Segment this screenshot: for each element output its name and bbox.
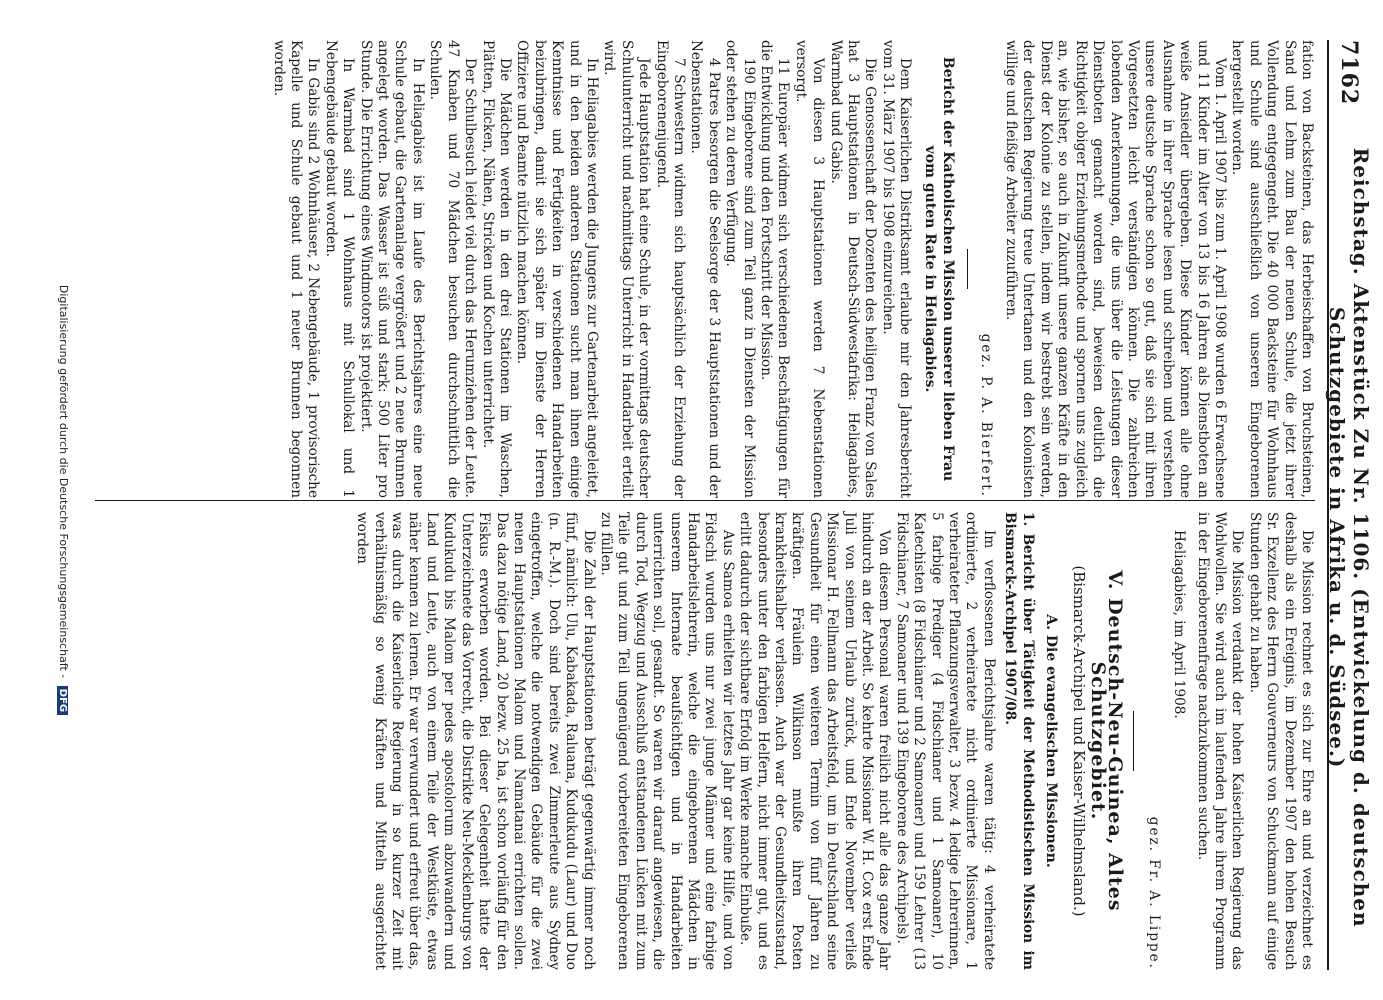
running-title: Reichstag. Aktenstück Zu Nr. 1106. (Entwickelung d. deutschen Schutzgebiete in Afrika u. d. Südsee.) <box>1325 147 1373 928</box>
paragraph: 4 Patres besorgen die Seelsorge der 3 Hauptstationen und der Nebenstationen. <box>688 40 722 498</box>
page-number: 7162 <box>1336 40 1362 106</box>
paragraph: In Gabis sind 2 Wohnhäuser, 2 Nebengebäude, 1 provisorische Kapelle und Schule gebaut und 1 neuer Brunnen begonnen worden. <box>270 40 322 498</box>
paragraph: Von diesen 3 Hauptstationen werden 7 Nebenstationen versorgt. <box>792 40 827 498</box>
paragraph: Dem Kaiserlichen Distriktsamt erlaube mir den Jahresbericht vom 31. März 1907 bis 1908 einzureichen. <box>879 40 914 498</box>
signature: gez. Fr. A. Lippe. <box>1145 816 1162 970</box>
section-subheading: (Bismarck-Archipel und Kaiser-Wilhelmsland.) <box>1069 565 1088 917</box>
paragraph: 11 Europäer widmen sich verschiedenen Beschäftigungen für die Entwicklung und den Fortschritt der Mission. <box>758 40 792 498</box>
paragraph: Die Genossenschaft der Dozenten des heiligen Franz von Sales hat 3 Hauptstationen in Deutsch-Südwestafrika: Heliagabies, Warmbad und Gabis. <box>827 40 879 498</box>
paragraph: In Warmbad sind 1 Wohnhaus mit Schullokal und 1 Nebengebäude gebaut worden. <box>322 40 357 498</box>
dfg-logo: DFG <box>57 686 68 715</box>
paragraph: Von diesem Personal waren freilich nicht alle das ganze Jahr hindurch an der Arbeit. So kehrte Missionar W. H. Cox erst Ende Juli von seinem Urlaub zurück, und Ende November verließ Missionar H. Fellmann das Arbeitsfeld, um in Deutschland seine Gesundheit für einen weiteren Termin von fünf Jahren zu kräftigen. Fräulein Wilkinson mußte ihren Posten krankheitshalber verlassen. Auch war der Gesundheitszustand, besonders unter den farbigen Helfern, nicht immer gut, und es erlitt dadurch der sichtbare Erfolg im Werke manche Einbuße. <box>737 512 893 970</box>
column-divider <box>95 500 1315 501</box>
separator-rule <box>967 249 968 289</box>
section-heading: V. Deutsch-Neu-Guinea, Altes Schutzgebiet. <box>1086 570 1127 912</box>
subsection-number: 1. <box>1019 512 1036 527</box>
paragraph: Der Schulbesuch leidet viel durch das Herumziehen der Leute. 47 Knaben und 70 Mädchen besuchen durchschnittlich die Schulen. <box>427 40 479 498</box>
subsection-heading <box>1001 512 1036 970</box>
paragraph: fation von Backsteinen, das Herbeischaffen von Bruchsteinen, Sand und Lehm zum Bau der neuen Schule, die jetzt ihrer Vollendung entgegengeht. Die 40 000 Backsteine für Wohnhaus und Schule sind ausschließlich von unseren Eingeborenen hergestellt worden. <box>1229 40 1315 498</box>
paragraph: Aus Samoa erhielten wir letztes Jahr gar keine Hilfe, und von Fidschi wurden uns nur zwei junge Männer und eine farbige Handarbeitslehrerin, welche die eingeborenen Mädchen in unserem Internate beaufsichtigen und in Handarbeiten unterrichten soll, gesandt. So waren wir darauf angewiesen, die durch Tod, Wegzug und Ausschluß entstandenen Lücken mit zum Teile gut und zum Teil ungenügend vorbereiteten Eingeborenen zu füllen. <box>597 512 736 970</box>
section-heading: Bericht der Katholischen Mission unserer lieben Frau vom guten Rate in Heliagabies. <box>922 56 957 482</box>
document-page <box>57 0 1383 1000</box>
signature: gez. P. A. Bierfert. <box>977 333 994 498</box>
paragraph: 7 Schwestern widmen sich hauptsächlich der Erziehung der Eingeborenenjugend. <box>653 40 687 498</box>
left-column <box>269 40 1315 498</box>
date-line: Heliagabies, im April 1908. <box>1171 530 1188 719</box>
paragraph: In Heliagabies ist im Laufe des Berichtsjahres eine neue Schule gebaut, die Gartenanlage vergrößert und 2 neue Brunnen angelegt worden. Das Wasser ist süß und stark: 500 Liter pro Stunde. Die Errichtung eines Windmotors ist projektiert. <box>357 40 426 498</box>
paragraph: Im verflossenen Berichtsjahre waren tätig: 4 verheiratete ordinierte, 2 verheiratete nicht ordinierte Missionare, 1 verheirateter Pflanzungsverwalter, 3 bezw. 4 ledige Lehrerinnen, 5 farbige Prediger (4 Fidschianer und 1 Samoaner), 10 Katechisten (8 Fidschianer und 2 Samoaner) und 159 Lehrer (13 Fidschianer, 7 Samoaner und 139 Eingeborene des Archipels). <box>893 512 997 970</box>
paragraph: 190 Eingeborene sind zum Teil ganz in Diensten der Mission oder stehen zu deren Verfügung. <box>723 40 757 498</box>
paragraph: Die Mission rechnet es sich zur Ehre an und verzeichnet es deshalb als ein Ereignis, im Dezember 1907 den hohen Besuch Sr. Exzellenz des Herrn Gouverneurs von Schuckmann auf einige Stunden gehabt zu haben. <box>1246 512 1315 970</box>
right-column <box>353 512 1315 970</box>
paragraph: Die Mädchen werden in den drei Stationen im Waschen, Plätten, Flicken, Nähen, Stricken und Kochen unterrichtet. <box>479 40 513 498</box>
paragraph: Vom 1. April 1907 bis zum 1. April 1908 wurden 6 Erwachsene und 11 Kinder im Alter von 13 bis 16 Jahren als Dienstboten an weiße Ansiedler übergeben. Diese Kinder können alle ohne Ausnahme in ihrer Sprache lesen und schreiben und verstehen unsere deutsche Sprache schon so gut, daß sie sich mit ihren Vorgesetzten leicht verständigen können. Die zahlreichen lobenden Anerkennungen, die uns über die Leistungen dieser Dienstboten gemacht worden sind, beweisen deutlich die Richtigkeit obiger Erziehungsmethode und spornen uns zugleich an, wie bisher, so auch in Zukunft unsere ganzen Kräfte in den Dienst der Kolonie zu stellen, indem wir bestrebt sein werden, der deutschen Regierung treue Untertanen und den Kolonisten willige und fleißige Arbeiter zuzuführen. <box>1003 40 1228 498</box>
footer-text: Digitalisierung gefördert durch die Deutsche Forschungsgemeinschaft - <box>57 284 70 679</box>
separator-rule <box>1133 711 1134 771</box>
paragraph: Die Mission verdankt der hohen Kaiserlichen Regierung das Wohlwollen. Sie wird auch im laufenden Jahre ihrem Programm in der Eingeborenenfrage nachzukommen suchen. <box>1194 512 1246 970</box>
paragraph: In Heliagabies werden die Jungens zur Gartenarbeit angeleitet, und in den beiden anderen Stationen sucht man ihnen einige Kenntnisse und Fertigkeiten in verschiedenen Handarbeiten beizubringen, damit sie sich später im Dienste der Herren Offiziere und Beamte nützlich machen können. <box>514 40 600 498</box>
part-heading: A. Die evangelischen Missionen. <box>1043 614 1060 868</box>
paragraph: Die Zahl der Hauptstationen beträgt gegenwärtig immer noch fünf, nämlich: Ulu, Kabakada, Raluana, Kudukudu (Laur) und Duo (n. R.-M.). Doch sind bereits zwei Zimmerleute aus Sydney eingetroffen, welche die notwendigen Gebäude für die zwei neuen Hauptstationen Malom und Namatanai errichten sollen. Das dazu nötige Land, 20 bezw. 25 ha, ist schon vorläufig für den Fiskus erworben worden. Bei dieser Gelegenheit hatte der Unterzeichnete das Vorrecht, die Distrikte Neu-Mecklenburgs von Kudukudu bis Malom per pedes apostolorum abzuwandern und Land und Leute, auch von einem Teile der Westküste, etwas näher kennen zu lernen. Er war verwundert und erfreut über das, was durch die Kaiserliche Regierung in so kurzer Zeit mit verhältnismäßig so wenig Kräften und Mitteln ausgerichtet worden <box>354 512 597 970</box>
page-header <box>1325 40 1373 970</box>
digitization-footer <box>57 0 70 1000</box>
paragraph: Jede Hauptstation hat eine Schule, in der vormittags deutscher Schulunterricht und nachmittags Unterricht in Handarbeit erteilt wird. <box>601 40 653 498</box>
subsection-title: Bericht über Tätigkeit der Methodistischen Mission im Bismarck-Archipel 1907/08. <box>1002 512 1036 971</box>
